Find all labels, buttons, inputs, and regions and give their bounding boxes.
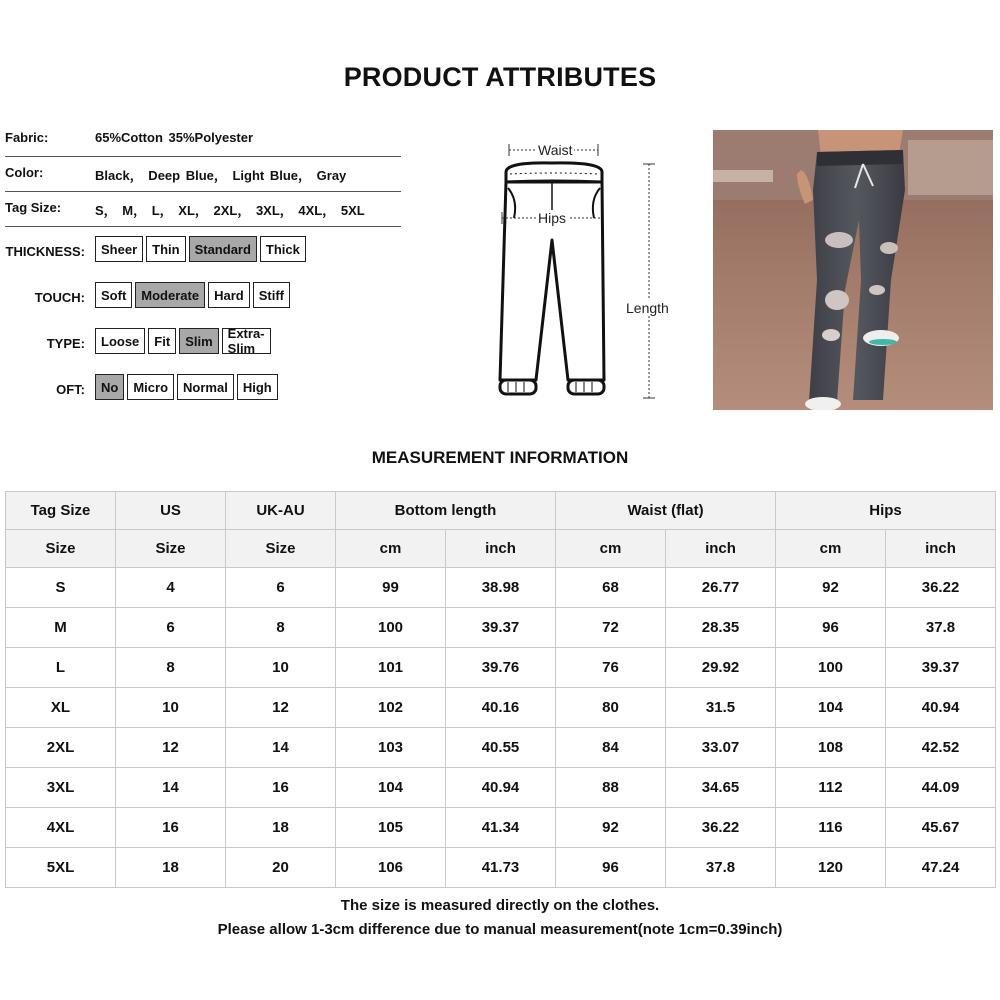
table-cell: 2XL — [6, 728, 116, 768]
table-cell: 96 — [776, 608, 886, 648]
column-header: Bottom length — [336, 492, 556, 530]
table-cell: 80 — [556, 688, 666, 728]
table-cell: 101 — [336, 648, 446, 688]
table-cell: 37.8 — [666, 848, 776, 888]
table-cell: 18 — [226, 808, 336, 848]
table-cell: 47.24 — [886, 848, 996, 888]
table-cell: 5XL — [6, 848, 116, 888]
table-cell: 14 — [226, 728, 336, 768]
table-cell: 28.35 — [666, 608, 776, 648]
table-cell: 40.94 — [886, 688, 996, 728]
option-fit: Fit — [148, 328, 176, 354]
option-soft: Soft — [95, 282, 132, 308]
table-cell: 33.07 — [666, 728, 776, 768]
attr-color — [5, 157, 401, 192]
column-subheader: cm — [556, 530, 666, 568]
table-cell: 40.16 — [446, 688, 556, 728]
table-cell: 4 — [116, 568, 226, 608]
option-hard: Hard — [208, 282, 250, 308]
table-cell: 26.77 — [666, 568, 776, 608]
option-sheer: Sheer — [95, 236, 143, 262]
table-row — [6, 568, 996, 608]
table-cell: 34.65 — [666, 768, 776, 808]
option-micro: Micro — [127, 374, 174, 400]
table-cell: 36.22 — [886, 568, 996, 608]
table-cell: 100 — [336, 608, 446, 648]
table-cell: 36.22 — [666, 808, 776, 848]
option-label: THICKNESS: — [5, 244, 85, 259]
hips-label: Hips — [538, 210, 567, 226]
table-cell: 96 — [556, 848, 666, 888]
column-header: Hips — [776, 492, 996, 530]
option-label: TOUCH: — [34, 290, 85, 305]
page-title: PRODUCT ATTRIBUTES — [343, 62, 657, 92]
table-cell: 92 — [556, 808, 666, 848]
waist-label: Waist — [538, 142, 573, 158]
attr-fabric — [5, 122, 401, 157]
table-cell: 42.52 — [886, 728, 996, 768]
attr-tag-size — [5, 192, 401, 227]
table-cell: 92 — [776, 568, 886, 608]
table-cell: 41.34 — [446, 808, 556, 848]
table-row — [6, 648, 996, 688]
table-cell: 10 — [226, 648, 336, 688]
table-cell: 45.67 — [886, 808, 996, 848]
table-cell: 37.8 — [886, 608, 996, 648]
attr-label: Color: — [5, 165, 44, 180]
option-stiff: Stiff — [253, 282, 290, 308]
table-cell: 39.37 — [446, 608, 556, 648]
table-row — [6, 608, 996, 648]
option-standard: Standard — [189, 236, 257, 262]
table-cell: 8 — [116, 648, 226, 688]
table-cell: 68 — [556, 568, 666, 608]
table-cell: 20 — [226, 848, 336, 888]
table-cell: 18 — [116, 848, 226, 888]
table-cell: 103 — [336, 728, 446, 768]
attr-label: Tag Size: — [5, 200, 62, 215]
attr-value: Black， Deep Blue， Light Blue， Gray — [95, 168, 347, 183]
table-cell: 39.37 — [886, 648, 996, 688]
table-cell: 44.09 — [886, 768, 996, 808]
option-group — [95, 236, 306, 262]
table-cell: S — [6, 568, 116, 608]
column-subheader: Size — [6, 530, 116, 568]
column-subheader: cm — [776, 530, 886, 568]
measurement-disclaimer: Please allow 1-3cm difference due to manual measurement(note 1cm=0.39inch) — [217, 921, 783, 938]
product-photo — [713, 130, 993, 410]
jeans-model-image — [713, 130, 993, 410]
table-cell: 120 — [776, 848, 886, 888]
table-cell: 112 — [776, 768, 886, 808]
option-label: OFT: — [56, 382, 85, 397]
table-cell: 104 — [776, 688, 886, 728]
table-row — [6, 688, 996, 728]
table-header-row — [6, 492, 996, 530]
option-no: No — [95, 374, 124, 400]
table-cell: 39.76 — [446, 648, 556, 688]
measurement-note: The size is measured directly on the clothes. — [340, 897, 660, 914]
table-cell: 4XL — [6, 808, 116, 848]
table-cell: L — [6, 648, 116, 688]
table-subheader-row — [6, 530, 996, 568]
table-cell: 8 — [226, 608, 336, 648]
option-label: TYPE: — [46, 336, 85, 351]
table-cell: M — [6, 608, 116, 648]
option-thin: Thin — [146, 236, 185, 262]
table-cell: 6 — [226, 568, 336, 608]
table-cell: 40.94 — [446, 768, 556, 808]
option-extra-slim: Extra-Slim — [222, 328, 271, 354]
table-cell: 31.5 — [666, 688, 776, 728]
option-moderate: Moderate — [135, 282, 205, 308]
size-chart-table — [5, 491, 996, 888]
table-row — [6, 808, 996, 848]
table-cell: 105 — [336, 808, 446, 848]
option-high: High — [237, 374, 278, 400]
table-cell: 40.55 — [446, 728, 556, 768]
table-cell: 99 — [336, 568, 446, 608]
table-cell: 16 — [226, 768, 336, 808]
table-cell: 6 — [116, 608, 226, 648]
table-cell: 12 — [116, 728, 226, 768]
length-label: Length — [626, 300, 669, 316]
column-subheader: inch — [886, 530, 996, 568]
table-cell: 16 — [116, 808, 226, 848]
pants-measurement-diagram — [492, 130, 682, 420]
table-cell: 76 — [556, 648, 666, 688]
column-subheader: Size — [116, 530, 226, 568]
option-normal: Normal — [177, 374, 234, 400]
attr-label: Fabric: — [5, 130, 49, 145]
column-header: Tag Size — [6, 492, 116, 530]
column-header: US — [116, 492, 226, 530]
option-group — [95, 282, 290, 308]
attr-value: S， M， L， XL， 2XL， 3XL， 4XL， 5XL — [95, 203, 365, 218]
pants-outline-icon — [492, 130, 682, 420]
table-cell: 3XL — [6, 768, 116, 808]
table-cell: 12 — [226, 688, 336, 728]
column-subheader: inch — [666, 530, 776, 568]
table-cell: 29.92 — [666, 648, 776, 688]
table-cell: 102 — [336, 688, 446, 728]
table-cell: 104 — [336, 768, 446, 808]
option-group — [95, 374, 278, 400]
option-loose: Loose — [95, 328, 145, 354]
table-cell: 10 — [116, 688, 226, 728]
table-row — [6, 768, 996, 808]
option-thick: Thick — [260, 236, 306, 262]
column-header: UK-AU — [226, 492, 336, 530]
column-header: Waist (flat) — [556, 492, 776, 530]
measurement-title: MEASUREMENT INFORMATION — [371, 448, 629, 467]
table-cell: XL — [6, 688, 116, 728]
table-cell: 108 — [776, 728, 886, 768]
attr-value: 65%Cotton 35%Polyester — [95, 130, 254, 145]
table-cell: 84 — [556, 728, 666, 768]
option-group — [95, 328, 271, 354]
table-cell: 38.98 — [446, 568, 556, 608]
table-cell: 72 — [556, 608, 666, 648]
table-cell: 106 — [336, 848, 446, 888]
table-row — [6, 728, 996, 768]
column-subheader: inch — [446, 530, 556, 568]
option-slim: Slim — [179, 328, 218, 354]
column-subheader: Size — [226, 530, 336, 568]
table-cell: 14 — [116, 768, 226, 808]
table-cell: 88 — [556, 768, 666, 808]
table-cell: 100 — [776, 648, 886, 688]
column-subheader: cm — [336, 530, 446, 568]
table-cell: 41.73 — [446, 848, 556, 888]
table-row — [6, 848, 996, 888]
table-cell: 116 — [776, 808, 886, 848]
